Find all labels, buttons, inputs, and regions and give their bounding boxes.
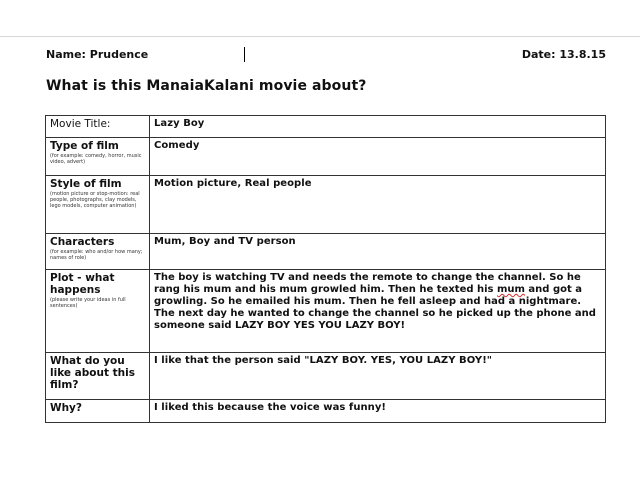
table-row-style-of-film — [46, 176, 606, 234]
label-cell-what-you-like — [46, 353, 150, 400]
label-cell-plot — [46, 270, 150, 353]
text-cursor — [244, 47, 245, 62]
table-row-characters — [46, 234, 606, 270]
hint-plot: (please write your ideas in full sentences) — [50, 297, 126, 309]
hint-style-of-film: (motion picture or stop-motion: real people, photographs, clay models, lego models, computer animation) — [50, 191, 140, 209]
student-name[interactable]: Name: Prudence — [46, 48, 149, 61]
header-row — [46, 48, 606, 64]
label-plot: Plot - what happens — [50, 272, 115, 296]
label-cell-why — [46, 400, 150, 423]
label-type-of-film: Type of film — [50, 140, 119, 152]
label-movie-title: Movie Title: — [50, 118, 111, 130]
label-characters: Characters — [50, 236, 115, 248]
table-row-movie-title — [46, 116, 606, 138]
table-row-type-of-film — [46, 138, 606, 176]
table-row-what-you-like — [46, 353, 606, 400]
label-cell-style-of-film — [46, 176, 150, 234]
worksheet-date[interactable]: Date: 13.8.15 — [521, 48, 606, 61]
answer-plot-text-start: The boy is watching TV and needs the remote to change the channel. So he rang his mum and his mum growled him. Then he texted his — [154, 272, 581, 295]
page-title: What is this ManaiaKalani movie about? — [46, 78, 367, 94]
table-row-plot — [46, 270, 606, 353]
answer-type-of-film[interactable]: Comedy — [150, 138, 606, 176]
answer-movie-title[interactable]: Lazy Boy — [150, 116, 606, 138]
page-top-edge — [0, 36, 640, 37]
answer-plot-text-end: and got a growling. So he emailed his mum. Then he fell asleep and had a nightmare. The next day he wanted to change the channel so he picked up the phone and someone said LAZY BOY YES YOU LAZY BOY! — [154, 284, 596, 331]
answer-style-of-film[interactable]: Motion picture, Real people — [150, 176, 606, 234]
label-why: Why? — [50, 402, 82, 414]
table-row-why — [46, 400, 606, 423]
label-cell-characters — [46, 234, 150, 270]
answer-characters[interactable]: Mum, Boy and TV person — [150, 234, 606, 270]
label-cell-type-of-film — [46, 138, 150, 176]
spellcheck-flagged-word[interactable]: mum — [496, 284, 525, 295]
hint-type-of-film: (for example: comedy, horror, music video, advert) — [50, 153, 142, 165]
answer-what-you-like[interactable]: I like that the person said "LAZY BOY. YES, YOU LAZY BOY!" — [150, 353, 606, 400]
movie-review-table — [45, 115, 606, 423]
label-cell-movie-title — [46, 116, 150, 138]
label-style-of-film: Style of film — [50, 178, 122, 190]
answer-why[interactable]: I liked this because the voice was funny! — [150, 400, 606, 423]
label-what-you-like: What do you like about this film? — [50, 355, 135, 391]
hint-characters: (for example: who and/or how many; names of role) — [50, 249, 143, 261]
answer-plot[interactable] — [150, 270, 606, 353]
